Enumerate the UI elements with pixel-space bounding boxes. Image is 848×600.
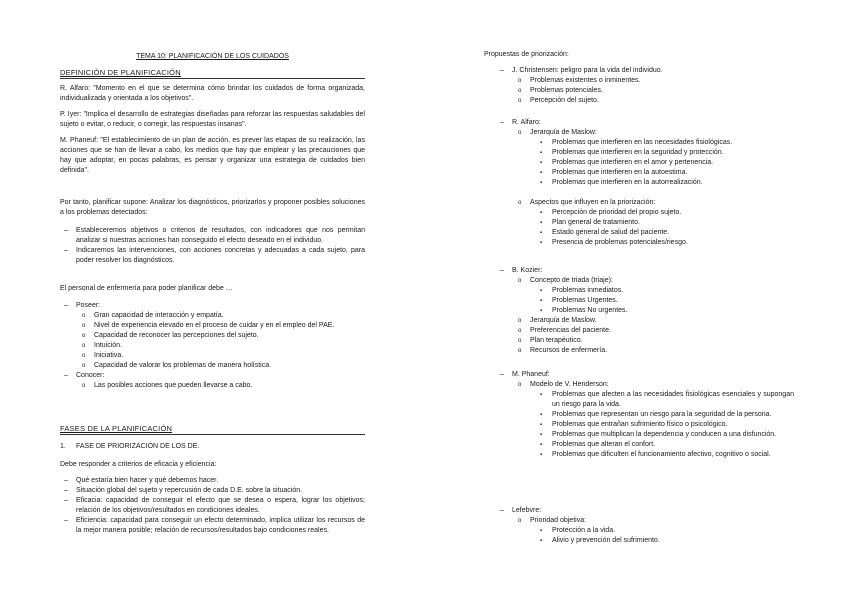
list-kozier (496, 266, 794, 356)
christensen-sublist (514, 76, 794, 106)
poseer-sublist (78, 311, 365, 371)
list-item: – Situación global del sujeto y repercusión de cada D.E. sobre la situación. (60, 486, 365, 496)
list-item: o Problemas potenciales. (514, 86, 794, 96)
list-item (496, 370, 794, 460)
quote-iyer: P. Iyer: "Implica el desarrollo de estrategias diseñadas para reforzar las respuestas saludables del sujeto o evitar, o reducir, o corregir, las respuestas insanas". (60, 111, 365, 128)
quote-phaneuf: M. Phaneuf: "El establecimiento de un plan de acción, es prever las etapas de su realización, las acciones que se han de llevar a cabo, los medios que hay que emplear y las precauciones que hay que adoptar, en pocas palabras, es pensar y organizar una estrategia de cuidados bien definida". (60, 137, 365, 174)
list-item: o Las posibles acciones que pueden llevarse a cabo. (78, 381, 365, 391)
paragraph-por-tanto: Por tanto, planificar supone: Analizar los diagnósticos, priorizarlos y proponer posibles soluciones a los problemas detectados: (60, 199, 365, 216)
phaneuf-sublist (514, 380, 794, 460)
list-item: – Qué estaría bien hacer y qué debemos hacer. (60, 476, 365, 486)
list-alfaro (496, 118, 794, 248)
list-item: o Capacidad de reconocer las percepciones del sujeto. (78, 331, 365, 341)
list-item: ▪ Problemas inmediatos. (536, 286, 794, 296)
list-item: ▪ Percepción de prioridad del propio sujeto. (536, 208, 794, 218)
list-planificar (60, 226, 365, 266)
fase-title: FASE DE PRIORIZACIÓN DE LOS DE. (76, 443, 200, 450)
list-item: ▪ Problemas No urgentes. (536, 306, 794, 316)
paragraph-debe: Debe responder a criterios de eficacia y eficiencia: (60, 461, 217, 468)
lefebvre-sublist (514, 516, 794, 546)
list-item: ▪ Problemas que interfieren en la autorrealización. (536, 178, 794, 188)
poseer-label: Poseer: (76, 302, 101, 309)
list-item: ▪ Problemas que interfieren en la autoestima. (536, 168, 794, 178)
prioridad-sublist (536, 526, 794, 546)
heading-rule (60, 78, 365, 79)
list-item: ▪ Problemas que entrañan sufrimiento físico o psicológico. (536, 420, 794, 430)
fase-number: 1. (60, 443, 66, 450)
list-item: ▪ Problemas que interfieren en el amor y pertenencia. (536, 158, 794, 168)
list-item: ▪ Protección a la vida. (536, 526, 794, 536)
list-christensen (496, 66, 794, 106)
prioridad-label: Prioridad objetiva: (530, 517, 587, 524)
list-item (514, 380, 794, 460)
list-item (496, 118, 794, 248)
list-item: o Gran capacidad de interacción y empatía. (78, 311, 365, 321)
kozier-sublist (514, 276, 794, 356)
conocer-label: Conocer: (76, 372, 105, 379)
left-column (60, 0, 365, 534)
triaje-sublist (536, 286, 794, 316)
henderson-label: Modelo de V. Henderson: (530, 381, 609, 388)
list-item: ▪ Estado general de salud del paciente. (536, 228, 794, 238)
propuestas-heading: Propuestas de priorización: (484, 51, 569, 58)
maslow-sublist (536, 138, 794, 188)
heading-rule (60, 434, 365, 435)
quote-alfaro: R. Alfaro: "Momento en el que se determina cómo brindar los cuidados de forma organizada, individualizada y orientada a los objetivos". (60, 85, 365, 102)
phaneuf-label: M. Phaneuf: (512, 371, 550, 378)
list-item: ▪ Problemas que alteran el confort. (536, 440, 794, 450)
list-item: o Intuición. (78, 341, 365, 351)
list-item (514, 516, 794, 546)
fase-1-heading (60, 442, 366, 452)
list-item: ▪ Problemas Urgentes. (536, 296, 794, 306)
document-title: TEMA 10: PLANIFICACIÓN DE LOS CUIDADOS (136, 53, 289, 60)
list-item (496, 506, 794, 546)
paragraph-profesional: El personal de enfermería para poder planificar debe … (60, 285, 233, 292)
maslow-label: Jerarquía de Maslow: (530, 129, 597, 136)
list-item: – Indicaremos las intervenciones, con acciones concretas y adecuadas a cada sujeto, para poder resolver los diagnósticos. (60, 246, 365, 266)
list-item: ▪ Alivio y prevención del sufrimiento. (536, 536, 794, 546)
conocer-sublist (78, 381, 365, 391)
list-item: – Eficacia: capacidad de conseguir el efecto que se desea o espera, lograr los objetivos; relación de los objetivos/resultados en condiciones ideales. (60, 496, 365, 516)
list-item: – Eficiencia: capacidad para conseguir un efecto determinado, implica utilizar los recursos de la mejor manera posible; relación de recursos/resultados bajo condiciones reales. (60, 516, 365, 536)
list-item: ▪ Problemas que interfieren en la seguridad y protección. (536, 148, 794, 158)
list-item (514, 128, 794, 188)
list-item: o Plan terapéutico. (514, 336, 794, 346)
list-poseer (60, 301, 365, 391)
list-item: o Iniciativa. (78, 351, 365, 361)
list-criterios (60, 476, 365, 536)
list-item (60, 371, 365, 391)
alfaro-sublist (514, 128, 794, 248)
list-item (514, 276, 794, 316)
list-item: ▪ Problemas que dificulten el funcionamiento afectivo, cognitivo o social. (536, 450, 794, 460)
aspectos-label: Aspectos que influyen en la priorización: (530, 199, 656, 206)
list-item (514, 198, 794, 248)
lefebvre-label: Lefebvre: (512, 507, 542, 514)
list-item (60, 301, 365, 371)
kozier-label: B. Kozier: (512, 267, 543, 274)
christensen-label: J. Christensen: peligro para la vida del individuo. (512, 67, 663, 74)
list-item: o Percepción del sujeto. (514, 96, 794, 106)
list-item: ▪ Problemas que afecten a las necesidades fisiológicas esenciales y supongan un riesgo para la vida. (536, 390, 794, 410)
aspectos-sublist (536, 208, 794, 248)
list-item: o Recursos de enfermería. (514, 346, 794, 356)
list-item: ▪ Problemas que multiplican la dependencia y conducen a una disfunción. (536, 430, 794, 440)
list-item: o Capacidad de valorar los problemas de manera holística. (78, 361, 365, 371)
list-item: o Jerarquía de Maslow. (514, 316, 794, 326)
list-item (496, 266, 794, 356)
list-item: o Problemas existentes o inminentes. (514, 76, 794, 86)
list-lefebvre (496, 506, 794, 546)
list-item: ▪ Plan general de tratamiento. (536, 218, 794, 228)
list-item: o Nivel de experiencia elevado en el proceso de cuidar y en el empleo del PAE. (78, 321, 365, 331)
triaje-label: Concepto de triada (triaje): (530, 277, 613, 284)
henderson-sublist (536, 390, 794, 460)
list-item: ▪ Presencia de problemas potenciales/riesgo. (536, 238, 794, 248)
list-item: – Estableceremos objetivos o criterios de resultados, con indicadores que nos permitan analizar si nuestras acciones han conseguido el efecto deseado en el individuo. (60, 226, 365, 246)
list-item (496, 66, 794, 106)
section-heading-definition: DEFINICIÓN DE PLANIFICACIÓN (60, 68, 181, 77)
list-phaneuf (496, 370, 794, 460)
list-item: o Preferencias del paciente. (514, 326, 794, 336)
section-heading-fases: FASES DE LA PLANIFICACIÓN (60, 424, 173, 433)
list-item: ▪ Problemas que interfieren en las necesidades fisiológicas. (536, 138, 794, 148)
alfaro-label: R. Alfaro: (512, 119, 541, 126)
list-item: ▪ Problemas que representan un riesgo para la seguridad de la persona. (536, 410, 794, 420)
